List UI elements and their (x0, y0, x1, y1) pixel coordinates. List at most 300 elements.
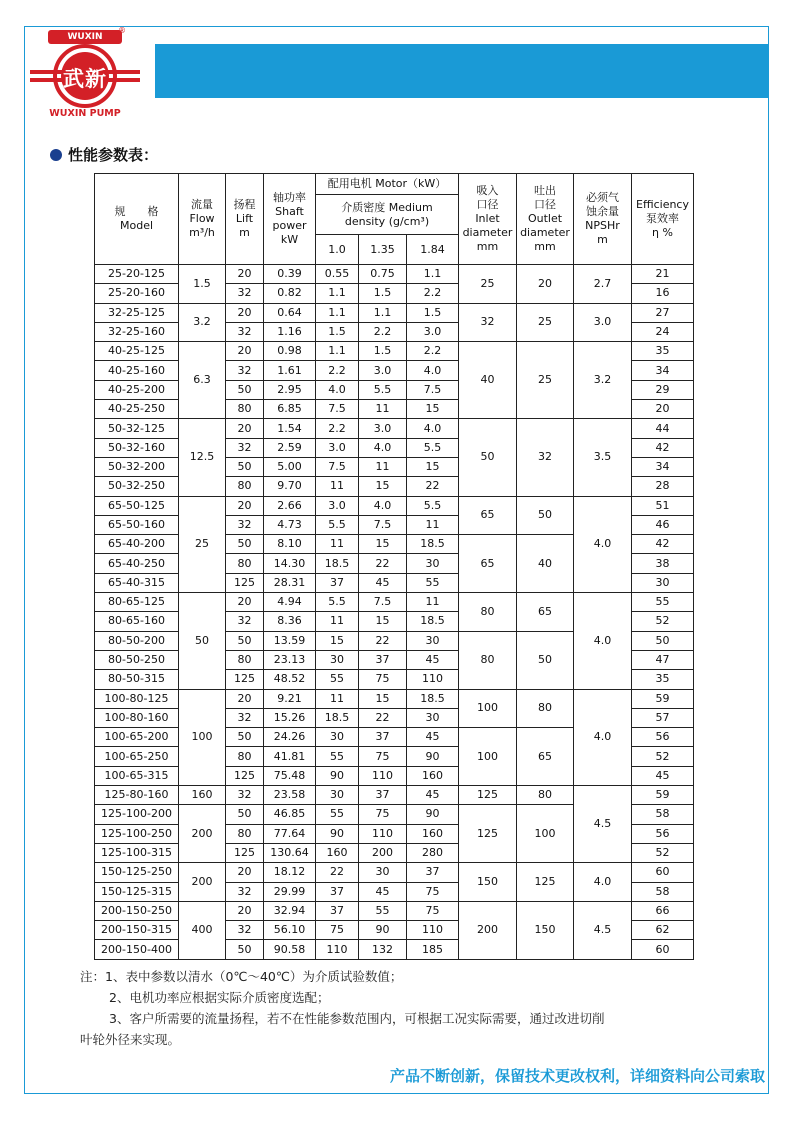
cell-shaft-power: 2.66 (264, 496, 316, 515)
cell-model: 65-40-315 (95, 573, 179, 592)
cell-lift: 50 (226, 940, 264, 959)
cell-lift: 50 (226, 535, 264, 554)
cell-shaft-power: 15.26 (264, 708, 316, 727)
cell-motor-1: 2.2 (316, 419, 359, 438)
cell-motor-184: 18.5 (407, 689, 459, 708)
cell-lift: 80 (226, 477, 264, 496)
cell-inlet: 125 (459, 786, 517, 805)
cell-motor-135: 37 (359, 786, 407, 805)
cell-model: 40-25-250 (95, 400, 179, 419)
cell-inlet: 100 (459, 689, 517, 728)
cell-motor-1: 37 (316, 901, 359, 920)
cell-motor-135: 200 (359, 843, 407, 862)
cell-model: 50-32-200 (95, 457, 179, 476)
cell-motor-1: 3.0 (316, 438, 359, 457)
table-row (95, 786, 694, 805)
section-heading (50, 144, 158, 165)
cell-model: 50-32-250 (95, 477, 179, 496)
cell-motor-184: 37 (407, 863, 459, 882)
logo-chinese: 武新 (63, 66, 107, 91)
performance-table (94, 173, 694, 960)
cell-motor-1: 5.5 (316, 515, 359, 534)
cell-lift: 20 (226, 265, 264, 284)
cell-shaft-power: 9.21 (264, 689, 316, 708)
cell-motor-135: 90 (359, 921, 407, 940)
cell-shaft-power: 28.31 (264, 573, 316, 592)
cell-model: 40-25-200 (95, 380, 179, 399)
cell-motor-135: 45 (359, 573, 407, 592)
cell-motor-135: 4.0 (359, 496, 407, 515)
cell-efficiency: 28 (632, 477, 694, 496)
cell-model: 150-125-250 (95, 863, 179, 882)
cell-shaft-power: 0.64 (264, 303, 316, 322)
cell-motor-135: 7.5 (359, 593, 407, 612)
cell-motor-135: 11 (359, 400, 407, 419)
table-row (95, 419, 694, 438)
cell-shaft-power: 4.73 (264, 515, 316, 534)
col-density: 介质密度 Medium density (g/cm³) (316, 195, 459, 235)
cell-efficiency: 52 (632, 843, 694, 862)
cell-motor-1: 75 (316, 921, 359, 940)
cell-npsh: 4.5 (574, 901, 632, 959)
cell-efficiency: 34 (632, 361, 694, 380)
cell-motor-135: 3.0 (359, 361, 407, 380)
cell-shaft-power: 29.99 (264, 882, 316, 901)
cell-motor-135: 1.5 (359, 284, 407, 303)
cell-efficiency: 59 (632, 786, 694, 805)
logo-brand-name: WUXIN PUMP (49, 108, 121, 119)
cell-shaft-power: 130.64 (264, 843, 316, 862)
cell-flow: 25 (179, 496, 226, 592)
cell-outlet: 50 (517, 496, 574, 535)
col-shaft: 轴功率 Shaft power kW (264, 174, 316, 265)
cell-efficiency: 50 (632, 631, 694, 650)
brand-logo (30, 30, 140, 122)
cell-lift: 32 (226, 322, 264, 341)
cell-motor-184: 1.1 (407, 265, 459, 284)
cell-motor-1: 1.5 (316, 322, 359, 341)
cell-motor-184: 15 (407, 400, 459, 419)
cell-motor-135: 37 (359, 650, 407, 669)
cell-lift: 80 (226, 747, 264, 766)
cell-model: 32-25-125 (95, 303, 179, 322)
cell-model: 40-25-125 (95, 342, 179, 361)
cell-lift: 32 (226, 612, 264, 631)
cell-npsh: 4.0 (574, 593, 632, 689)
cell-inlet: 80 (459, 631, 517, 689)
bullet-icon (50, 149, 62, 161)
cell-motor-184: 2.2 (407, 342, 459, 361)
cell-shaft-power: 1.16 (264, 322, 316, 341)
cell-model: 25-20-125 (95, 265, 179, 284)
cell-efficiency: 46 (632, 515, 694, 534)
cell-motor-1: 90 (316, 766, 359, 785)
col-motor: 配用电机 Motor（kW） (316, 174, 459, 195)
cell-motor-1: 11 (316, 689, 359, 708)
cell-outlet: 150 (517, 901, 574, 959)
cell-outlet: 65 (517, 728, 574, 786)
cell-efficiency: 29 (632, 380, 694, 399)
cell-motor-184: 1.5 (407, 303, 459, 322)
cell-outlet: 80 (517, 689, 574, 728)
cell-lift: 32 (226, 515, 264, 534)
cell-motor-135: 37 (359, 728, 407, 747)
cell-model: 80-65-125 (95, 593, 179, 612)
cell-lift: 32 (226, 361, 264, 380)
cell-outlet: 25 (517, 303, 574, 342)
cell-inlet: 65 (459, 535, 517, 593)
cell-flow: 3.2 (179, 303, 226, 342)
col-flow: 流量 Flow m³/h (179, 174, 226, 265)
cell-lift: 20 (226, 342, 264, 361)
cell-shaft-power: 8.36 (264, 612, 316, 631)
cell-motor-1: 11 (316, 535, 359, 554)
cell-efficiency: 35 (632, 670, 694, 689)
cell-model: 65-40-200 (95, 535, 179, 554)
cell-lift: 20 (226, 689, 264, 708)
note-3: 3、客户所需要的流量扬程，若不在性能参数范围内，可根据工况实际需要，通过改进切削 (109, 1011, 605, 1026)
cell-motor-1: 30 (316, 650, 359, 669)
cell-shaft-power: 48.52 (264, 670, 316, 689)
cell-npsh: 2.7 (574, 265, 632, 304)
cell-motor-1: 22 (316, 863, 359, 882)
cell-shaft-power: 13.59 (264, 631, 316, 650)
cell-shaft-power: 32.94 (264, 901, 316, 920)
cell-model: 100-80-125 (95, 689, 179, 708)
cell-motor-184: 4.0 (407, 419, 459, 438)
cell-motor-184: 110 (407, 921, 459, 940)
cell-lift: 80 (226, 650, 264, 669)
cell-efficiency: 38 (632, 554, 694, 573)
table-row (95, 303, 694, 322)
cell-inlet: 65 (459, 496, 517, 535)
cell-motor-1: 55 (316, 747, 359, 766)
cell-motor-135: 15 (359, 535, 407, 554)
table-row (95, 593, 694, 612)
cell-flow: 12.5 (179, 419, 226, 496)
cell-efficiency: 45 (632, 766, 694, 785)
note-3-cont: 叶轮外径来实现。 (80, 1032, 181, 1047)
col-model: 规 格 Model (95, 174, 179, 265)
cell-motor-1: 37 (316, 573, 359, 592)
cell-model: 100-65-315 (95, 766, 179, 785)
cell-lift: 20 (226, 303, 264, 322)
cell-motor-1: 1.1 (316, 342, 359, 361)
cell-motor-1: 7.5 (316, 400, 359, 419)
cell-motor-184: 75 (407, 901, 459, 920)
cell-model: 32-25-160 (95, 322, 179, 341)
cell-motor-184: 11 (407, 515, 459, 534)
cell-motor-184: 45 (407, 786, 459, 805)
cell-motor-184: 22 (407, 477, 459, 496)
cell-motor-135: 7.5 (359, 515, 407, 534)
cell-lift: 20 (226, 901, 264, 920)
cell-motor-135: 75 (359, 805, 407, 824)
cell-flow: 6.3 (179, 342, 226, 419)
cell-motor-1: 11 (316, 612, 359, 631)
cell-inlet: 32 (459, 303, 517, 342)
cell-model: 200-150-250 (95, 901, 179, 920)
section-title: 性能参数表： (68, 146, 159, 164)
cell-model: 200-150-400 (95, 940, 179, 959)
cell-inlet: 200 (459, 901, 517, 959)
cell-model: 125-80-160 (95, 786, 179, 805)
cell-shaft-power: 90.58 (264, 940, 316, 959)
cell-inlet: 25 (459, 265, 517, 304)
cell-motor-184: 15 (407, 457, 459, 476)
cell-shaft-power: 4.94 (264, 593, 316, 612)
cell-motor-135: 22 (359, 708, 407, 727)
cell-shaft-power: 23.58 (264, 786, 316, 805)
cell-motor-1: 55 (316, 805, 359, 824)
cell-motor-184: 3.0 (407, 322, 459, 341)
cell-motor-135: 15 (359, 477, 407, 496)
cell-efficiency: 21 (632, 265, 694, 284)
cell-inlet: 150 (459, 863, 517, 902)
cell-flow: 200 (179, 863, 226, 902)
cell-efficiency: 66 (632, 901, 694, 920)
cell-outlet: 32 (517, 419, 574, 496)
cell-model: 80-65-160 (95, 612, 179, 631)
cell-shaft-power: 23.13 (264, 650, 316, 669)
cell-efficiency: 16 (632, 284, 694, 303)
cell-motor-1: 2.2 (316, 361, 359, 380)
cell-motor-184: 55 (407, 573, 459, 592)
cell-outlet: 100 (517, 805, 574, 863)
cell-efficiency: 47 (632, 650, 694, 669)
cell-efficiency: 58 (632, 882, 694, 901)
cell-efficiency: 56 (632, 728, 694, 747)
cell-shaft-power: 77.64 (264, 824, 316, 843)
cell-outlet: 50 (517, 631, 574, 689)
cell-lift: 50 (226, 805, 264, 824)
cell-shaft-power: 0.39 (264, 265, 316, 284)
cell-lift: 32 (226, 708, 264, 727)
cell-lift: 32 (226, 921, 264, 940)
cell-motor-135: 2.2 (359, 322, 407, 341)
cell-motor-184: 280 (407, 843, 459, 862)
cell-lift: 80 (226, 400, 264, 419)
cell-efficiency: 60 (632, 940, 694, 959)
col-outlet: 吐出 口径 Outlet diameter mm (517, 174, 574, 265)
cell-shaft-power: 9.70 (264, 477, 316, 496)
cell-efficiency: 57 (632, 708, 694, 727)
cell-shaft-power: 56.10 (264, 921, 316, 940)
cell-lift: 20 (226, 496, 264, 515)
cell-motor-135: 75 (359, 670, 407, 689)
cell-motor-135: 22 (359, 631, 407, 650)
cell-motor-184: 5.5 (407, 496, 459, 515)
cell-inlet: 125 (459, 805, 517, 863)
cell-motor-1: 1.1 (316, 284, 359, 303)
cell-outlet: 65 (517, 593, 574, 632)
cell-motor-1: 7.5 (316, 457, 359, 476)
cell-motor-184: 45 (407, 650, 459, 669)
cell-motor-184: 160 (407, 766, 459, 785)
slogan: 产品不断创新，保留技术更改权利，详细资料向公司索取 (389, 1067, 765, 1085)
cell-lift: 50 (226, 728, 264, 747)
cell-lift: 32 (226, 786, 264, 805)
cell-motor-135: 75 (359, 747, 407, 766)
cell-model: 50-32-125 (95, 419, 179, 438)
header-banner (155, 44, 769, 98)
cell-efficiency: 52 (632, 747, 694, 766)
cell-motor-1: 11 (316, 477, 359, 496)
cell-npsh: 4.0 (574, 863, 632, 902)
cell-motor-135: 1.5 (359, 342, 407, 361)
table-row (95, 265, 694, 284)
cell-efficiency: 42 (632, 438, 694, 457)
cell-motor-184: 11 (407, 593, 459, 612)
table-row (95, 689, 694, 708)
cell-shaft-power: 5.00 (264, 457, 316, 476)
cell-flow: 100 (179, 689, 226, 785)
cell-shaft-power: 0.98 (264, 342, 316, 361)
cell-motor-135: 0.75 (359, 265, 407, 284)
note-1: 注：1、表中参数以清水（0℃～40℃）为介质试验数值； (80, 969, 403, 984)
cell-motor-184: 160 (407, 824, 459, 843)
cell-motor-135: 15 (359, 612, 407, 631)
cell-lift: 125 (226, 670, 264, 689)
cell-motor-184: 18.5 (407, 612, 459, 631)
density-col-2: 1.35 (359, 235, 407, 265)
col-lift: 扬程 Lift m (226, 174, 264, 265)
cell-model: 65-50-160 (95, 515, 179, 534)
cell-shaft-power: 1.61 (264, 361, 316, 380)
cell-model: 80-50-315 (95, 670, 179, 689)
cell-lift: 80 (226, 554, 264, 573)
cell-shaft-power: 46.85 (264, 805, 316, 824)
cell-lift: 50 (226, 457, 264, 476)
cell-motor-184: 30 (407, 708, 459, 727)
cell-npsh: 4.5 (574, 786, 632, 863)
cell-lift: 125 (226, 573, 264, 592)
cell-shaft-power: 24.26 (264, 728, 316, 747)
cell-motor-135: 3.0 (359, 419, 407, 438)
cell-motor-184: 30 (407, 631, 459, 650)
cell-motor-184: 5.5 (407, 438, 459, 457)
cell-efficiency: 52 (632, 612, 694, 631)
cell-motor-135: 11 (359, 457, 407, 476)
cell-motor-1: 160 (316, 843, 359, 862)
cell-motor-1: 15 (316, 631, 359, 650)
table-row (95, 863, 694, 882)
cell-motor-135: 45 (359, 882, 407, 901)
cell-lift: 125 (226, 766, 264, 785)
cell-outlet: 25 (517, 342, 574, 419)
cell-inlet: 40 (459, 342, 517, 419)
cell-motor-135: 110 (359, 766, 407, 785)
cell-motor-1: 55 (316, 670, 359, 689)
cell-efficiency: 56 (632, 824, 694, 843)
cell-model: 100-65-250 (95, 747, 179, 766)
cell-lift: 50 (226, 631, 264, 650)
cell-motor-184: 2.2 (407, 284, 459, 303)
cell-motor-135: 132 (359, 940, 407, 959)
cell-lift: 20 (226, 419, 264, 438)
cell-model: 100-65-200 (95, 728, 179, 747)
cell-motor-1: 18.5 (316, 708, 359, 727)
registered-mark: ® (118, 26, 126, 35)
cell-efficiency: 60 (632, 863, 694, 882)
table-body (95, 265, 694, 960)
cell-motor-184: 110 (407, 670, 459, 689)
cell-efficiency: 34 (632, 457, 694, 476)
cell-shaft-power: 14.30 (264, 554, 316, 573)
cell-motor-1: 5.5 (316, 593, 359, 612)
cell-efficiency: 30 (632, 573, 694, 592)
cell-motor-1: 18.5 (316, 554, 359, 573)
cell-model: 50-32-160 (95, 438, 179, 457)
cell-motor-1: 30 (316, 728, 359, 747)
cell-motor-184: 45 (407, 728, 459, 747)
cell-efficiency: 51 (632, 496, 694, 515)
cell-shaft-power: 0.82 (264, 284, 316, 303)
cell-model: 150-125-315 (95, 882, 179, 901)
cell-motor-1: 3.0 (316, 496, 359, 515)
cell-model: 80-50-200 (95, 631, 179, 650)
cell-model: 40-25-160 (95, 361, 179, 380)
cell-motor-1: 0.55 (316, 265, 359, 284)
cell-motor-135: 110 (359, 824, 407, 843)
cell-inlet: 100 (459, 728, 517, 786)
cell-shaft-power: 18.12 (264, 863, 316, 882)
cell-shaft-power: 2.59 (264, 438, 316, 457)
table-row (95, 496, 694, 515)
cell-model: 100-80-160 (95, 708, 179, 727)
cell-motor-1: 110 (316, 940, 359, 959)
cell-motor-184: 7.5 (407, 380, 459, 399)
table-row (95, 342, 694, 361)
cell-lift: 50 (226, 380, 264, 399)
cell-lift: 20 (226, 593, 264, 612)
logo-top-text: WUXIN (67, 32, 103, 42)
cell-model: 80-50-250 (95, 650, 179, 669)
cell-motor-184: 30 (407, 554, 459, 573)
cell-lift: 125 (226, 843, 264, 862)
cell-efficiency: 20 (632, 400, 694, 419)
cell-inlet: 80 (459, 593, 517, 632)
cell-flow: 1.5 (179, 265, 226, 304)
cell-lift: 32 (226, 438, 264, 457)
cell-model: 25-20-160 (95, 284, 179, 303)
cell-lift: 32 (226, 882, 264, 901)
cell-model: 125-100-200 (95, 805, 179, 824)
cell-npsh: 4.0 (574, 496, 632, 592)
cell-motor-135: 5.5 (359, 380, 407, 399)
cell-efficiency: 35 (632, 342, 694, 361)
cell-motor-1: 4.0 (316, 380, 359, 399)
cell-shaft-power: 8.10 (264, 535, 316, 554)
cell-motor-1: 37 (316, 882, 359, 901)
cell-efficiency: 55 (632, 593, 694, 612)
table-row (95, 901, 694, 920)
cell-motor-1: 30 (316, 786, 359, 805)
cell-npsh: 3.5 (574, 419, 632, 496)
cell-model: 65-40-250 (95, 554, 179, 573)
cell-motor-184: 90 (407, 747, 459, 766)
cell-efficiency: 24 (632, 322, 694, 341)
cell-flow: 400 (179, 901, 226, 959)
cell-shaft-power: 6.85 (264, 400, 316, 419)
cell-npsh: 3.2 (574, 342, 632, 419)
cell-shaft-power: 75.48 (264, 766, 316, 785)
density-col-3: 1.84 (407, 235, 459, 265)
cell-model: 200-150-315 (95, 921, 179, 940)
cell-shaft-power: 41.81 (264, 747, 316, 766)
cell-lift: 80 (226, 824, 264, 843)
cell-efficiency: 59 (632, 689, 694, 708)
